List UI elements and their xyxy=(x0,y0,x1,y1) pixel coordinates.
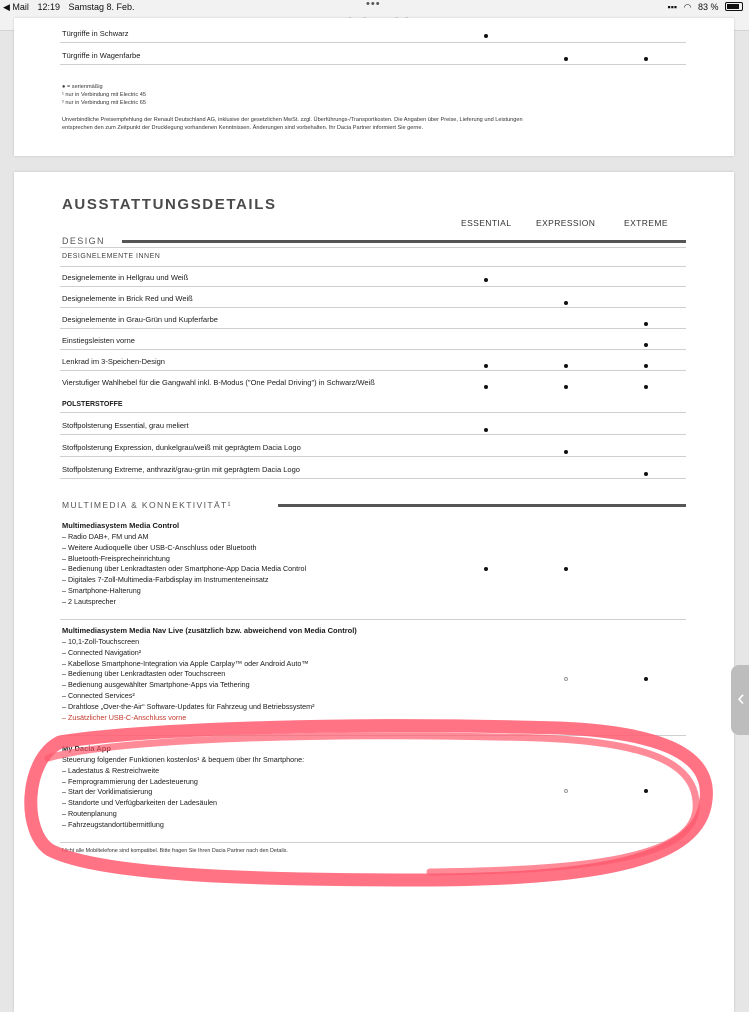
row-label: Einstiegsleisten vorne xyxy=(62,336,135,345)
list-item: – Radio DAB+, FM und AM xyxy=(62,532,149,541)
table-row xyxy=(60,457,686,479)
chevron-left-icon: ‹ xyxy=(737,685,745,710)
page-title: AUSSTATTUNGSDETAILS xyxy=(62,196,277,213)
subsection-heading: POLSTERSTOFFE xyxy=(62,401,123,408)
standard-bullet xyxy=(644,322,648,326)
standard-bullet xyxy=(484,364,488,368)
standard-bullet xyxy=(484,428,488,432)
table-row xyxy=(60,42,686,65)
side-note-date xyxy=(717,151,749,157)
status-date: Samstag 8. Feb. xyxy=(68,2,135,12)
standard-bullet xyxy=(564,385,568,389)
list-item: – Connected Navigation² xyxy=(62,647,142,657)
table-row xyxy=(60,350,686,371)
column-header-essential: ESSENTIAL xyxy=(461,218,512,228)
table-row xyxy=(60,308,686,329)
column-header-extreme: EXTREME xyxy=(624,218,668,228)
list-item: – 10,1-Zoll-Touchscreen xyxy=(62,637,140,646)
row-label: Türgriffe in Wagenfarbe xyxy=(62,51,141,60)
price-list-page-top xyxy=(14,18,734,156)
feature-list xyxy=(62,532,306,608)
standard-bullet xyxy=(644,57,648,61)
list-item: – Standorte und Verfügbarkeiten der Ladesäulen xyxy=(62,798,218,808)
standard-bullet xyxy=(644,364,648,368)
divider xyxy=(60,842,686,843)
feature-title: Multimediasystem Media Control xyxy=(62,521,180,530)
equipment-details-page xyxy=(14,172,734,1012)
table-row xyxy=(60,287,686,308)
list-item: – Bedienung ausgewählter Smartphone-Apps via Tethering xyxy=(62,680,250,690)
divider xyxy=(60,735,686,736)
table-row xyxy=(60,371,686,391)
list-item: – Ladestatus & Restreichweite xyxy=(62,765,160,775)
table-row xyxy=(60,413,686,435)
legend xyxy=(62,84,103,90)
list-item: – Fernprogrammierung der Ladesteuerung xyxy=(62,776,198,786)
list-item: – Start der Vorklimatisierung xyxy=(62,787,153,797)
section-heading-multimedia: MULTIMEDIA & KONNEKTIVITÄT¹ xyxy=(62,500,232,510)
list-item: – Kabellose Smartphone-Integration via Apple Carplay™ oder Android Auto™ xyxy=(62,658,309,668)
list-item: – Routenplanung xyxy=(62,808,117,818)
multitasking-dots[interactable]: ••• xyxy=(366,0,381,10)
standard-bullet xyxy=(564,364,568,368)
standard-bullet xyxy=(644,789,648,793)
standard-bullet xyxy=(484,278,488,282)
list-item: – Bedienung über Lenkradtasten oder Touchscreen xyxy=(62,669,226,679)
feature-subtitle: Steuerung folgender Funktionen kostenlos¹ & bequem über Ihr Smartphone: xyxy=(62,755,305,764)
standard-bullet xyxy=(564,301,568,305)
row-label: Stoffpolsterung Expression, dunkelgrau/weiß mit geprägtem Dacia Logo xyxy=(62,443,301,452)
subsection-heading: DESIGNELEMENTE INNEN xyxy=(62,253,161,260)
section-divider xyxy=(122,240,686,243)
standard-bullet xyxy=(644,343,648,347)
wifi-icon: ◠ xyxy=(683,2,692,12)
table-row xyxy=(60,266,686,287)
row-label: Stoffpolsterung Extreme, anthrazit/grau-grün mit geprägtem Dacia Logo xyxy=(62,465,300,474)
table-row xyxy=(60,392,686,413)
row-label: Lenkrad im 3-Speichen-Design xyxy=(62,357,165,366)
list-item: – Fahrzeugstandortübermittlung xyxy=(62,819,164,829)
section-divider xyxy=(278,504,686,507)
footnote: ² nur in Verbindung mit Electric 65 xyxy=(62,100,146,106)
feature-title: Multimediasystem Media Nav Live (zusätzlich bzw. abweichend von Media Control) xyxy=(62,626,357,635)
standard-bullet xyxy=(564,567,568,571)
row-label: Stoffpolsterung Essential, grau meliert xyxy=(62,421,189,430)
standard-bullet xyxy=(644,385,648,389)
battery-icon xyxy=(725,2,743,11)
row-label: Designelemente in Hellgrau und Weiß xyxy=(62,273,189,282)
footnote: ¹ nur in Verbindung mit Electric 45 xyxy=(62,92,146,98)
list-item: – Smartphone-Halterung xyxy=(62,585,141,595)
list-item: – Drahtlose „Over-the-Air“ Software-Updates für Fahrzeug und Betriebssystem² xyxy=(62,701,315,711)
list-item: – Zusätzlicher USB-C-Anschluss vorne xyxy=(62,712,187,722)
disclaimer: Unverbindliche Preisempfehlung der Renault Deutschland AG, inklusive der gesetzlichen MwSt. zzgl. Überführungs-/Transportkosten. Die Angaben über Preise, Lieferung und Leistungen xyxy=(62,117,523,123)
row-label: Designelemente in Grau-Grün und Kupferfarbe xyxy=(62,315,218,324)
standard-bullet xyxy=(644,472,648,476)
list-item: – Connected Services² xyxy=(62,690,135,700)
section-heading-design: DESIGN xyxy=(62,236,105,246)
battery-percent: 83 % xyxy=(697,2,719,12)
list-item: – 2 Lautsprecher xyxy=(62,596,116,606)
optional-bullet xyxy=(564,789,568,793)
status-bar xyxy=(0,0,749,14)
table-row xyxy=(60,247,686,267)
side-panel-handle[interactable] xyxy=(731,665,749,735)
list-item: – Weitere Audioquelle über USB-C-Anschluss oder Bluetooth xyxy=(62,542,257,552)
row-label: Designelemente in Brick Red und Weiß xyxy=(62,294,193,303)
table-row xyxy=(60,20,686,43)
feature-list xyxy=(62,755,304,831)
standard-bullet xyxy=(564,57,568,61)
standard-bullet xyxy=(564,450,568,454)
row-label: Vierstufiger Wahlhebel für die Gangwahl inkl. B-Modus ("One Pedal Driving") in Schwarz/Weiß xyxy=(62,378,375,387)
legend-text: = serienmäßig xyxy=(66,84,103,90)
divider xyxy=(60,619,686,620)
list-item: – Bedienung über Lenkradtasten oder Smartphone-App Dacia Media Control xyxy=(62,564,307,574)
feature-list xyxy=(62,637,314,723)
optional-bullet xyxy=(564,677,568,681)
back-to-mail-link[interactable]: ◀ Mail xyxy=(3,2,29,12)
list-item: – Digitales 7-Zoll-Multimedia-Farbdisplay im Instrumenteneinsatz xyxy=(62,575,269,585)
standard-bullet xyxy=(484,385,488,389)
page-side-note xyxy=(714,38,724,172)
row-label: Türgriffe in Schwarz xyxy=(62,29,129,38)
table-row xyxy=(60,329,686,350)
table-row xyxy=(60,435,686,457)
status-time: 12:19 xyxy=(37,2,60,12)
column-header-expression: EXPRESSION xyxy=(536,218,596,228)
standard-bullet xyxy=(484,34,488,38)
standard-bullet xyxy=(484,567,488,571)
list-item: – Bluetooth-Freisprecheinrichtung xyxy=(62,553,170,563)
signal-icon: ▪▪▪ xyxy=(667,2,678,12)
feature-title: My Dacia App xyxy=(62,744,111,753)
compatibility-note: Nicht alle Mobiltelefone sind kompatibel. Bitte fragen Sie Ihren Dacia Partner nach den Details. xyxy=(62,848,288,854)
standard-bullet xyxy=(644,677,648,681)
disclaimer: entsprechen den zum Zeitpunkt der Drucklegung vorhandenen Kenntnissen. Änderungen sind vorbehalten. Ihr Dacia Partner informiert Sie gerne. xyxy=(62,125,424,131)
legend-symbol: ● xyxy=(62,84,66,90)
